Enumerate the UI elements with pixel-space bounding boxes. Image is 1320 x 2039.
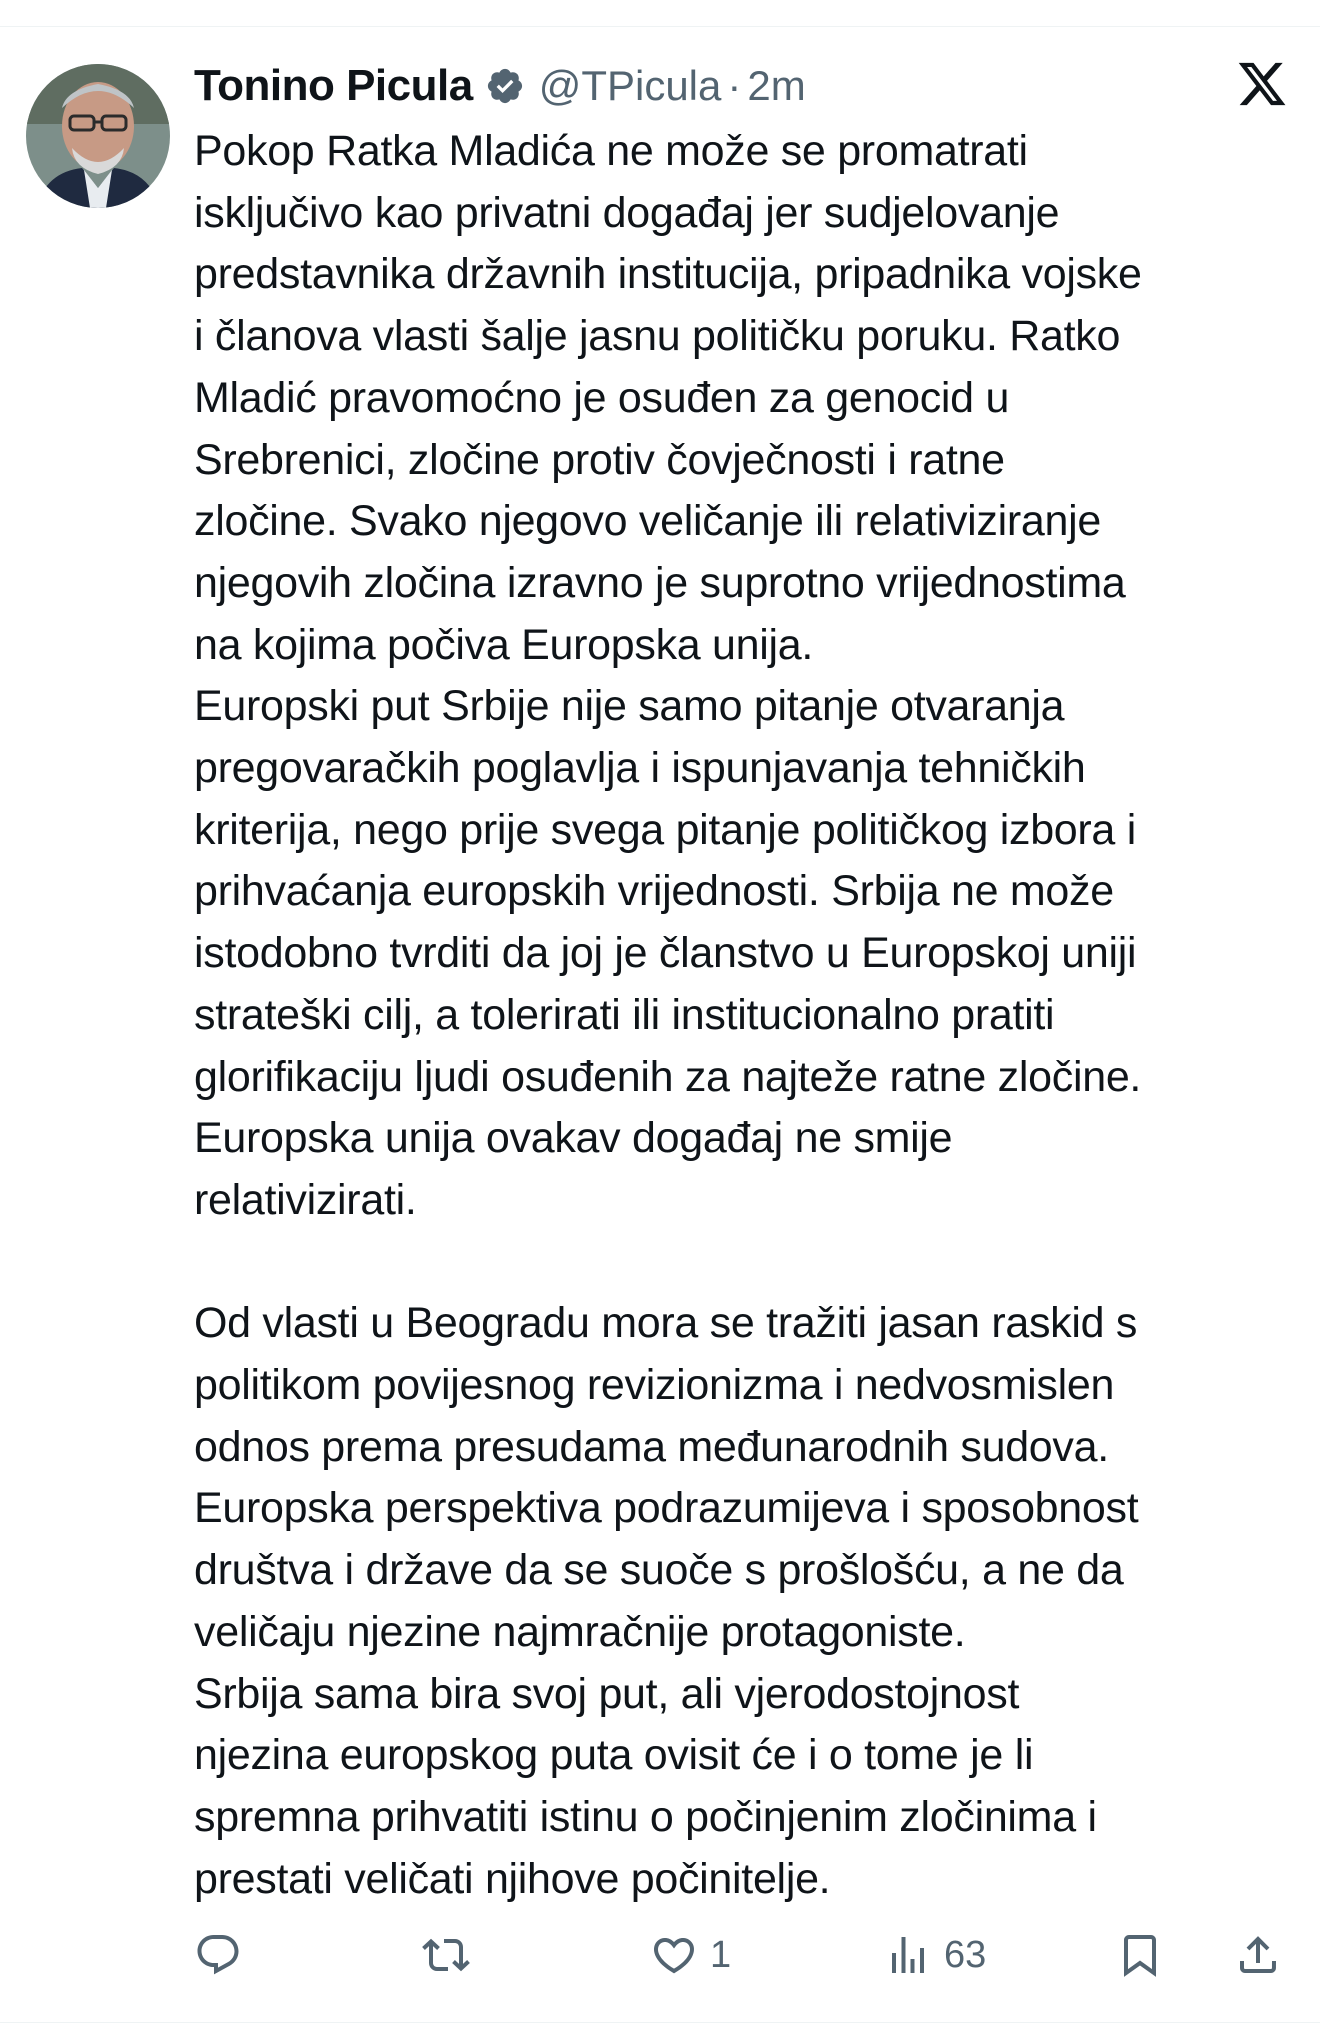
tweet-text-line: njegovih zločina izravno je suprotno vrijednostima (194, 558, 1126, 607)
tweet-text-line: predstavnika državnih institucija, pripadnika vojske (194, 250, 1142, 299)
tweet-text-line: relativizirati. (194, 1175, 417, 1224)
tweet-text-line: odnos prema presudama međunarodnih sudova. (194, 1422, 1109, 1471)
share-button[interactable] (1234, 1925, 1282, 1985)
tweet-text-line: istodobno tvrditi da joj je članstvo u Europskoj uniji (194, 929, 1137, 978)
heart-icon (650, 1931, 698, 1979)
tweet-text-line: Srbija sama bira svoj put, ali vjerodostojnost (194, 1669, 1020, 1718)
tweet-text-line: pregovaračkih poglavlja i ispunjavanja tehničkih (194, 744, 1086, 793)
tweet-text-line: prestati veličati njihove počinitelje. (194, 1854, 831, 1903)
tweet-text-line: spremna prihvatiti istinu o počinjenim zločinima i (194, 1792, 1097, 1841)
bookmark-button[interactable] (1116, 1925, 1164, 1985)
tweet-text-line: prihvaćanja europskih vrijednosti. Srbija ne može (194, 867, 1114, 916)
tweet-text-line: Od vlasti u Beogradu mora se tražiti jasan raskid s (194, 1299, 1138, 1348)
x-logo-icon (1236, 58, 1288, 110)
views-button[interactable] (884, 1925, 986, 1985)
tweet-text-line: i članova vlasti šalje jasnu političku poruku. Ratko (194, 312, 1121, 361)
tweet-text-line: Europska perspektiva podrazumijeva i sposobnost (194, 1484, 1139, 1533)
like-button[interactable] (650, 1925, 731, 1985)
tweet-text (194, 121, 1304, 1910)
bookmark-icon (1116, 1931, 1164, 1979)
views-count: 63 (944, 1933, 987, 1976)
retweet-button[interactable] (422, 1925, 470, 1985)
tweet-text-line: društva i države da se suoče s prošlošću, a ne da (194, 1546, 1124, 1595)
tweet-actions (194, 1925, 1304, 1985)
verified-badge-icon (485, 66, 525, 106)
tweet-text-line: Europski put Srbije nije samo pitanje otvaranja (194, 682, 1065, 731)
avatar[interactable] (26, 64, 170, 208)
reply-button[interactable] (194, 1925, 242, 1985)
bottom-divider (0, 2022, 1320, 2039)
tweet-text-line: njezina europskog puta ovisit će i o tome je li (194, 1731, 1034, 1780)
tweet-text-line: Mladić pravomoćno je osuđen za genocid u (194, 373, 1010, 422)
share-icon (1234, 1931, 1282, 1979)
display-name[interactable]: Tonino Picula (194, 61, 473, 110)
tweet-text-line: veličaju njezine najmračnije protagoniste. (194, 1607, 966, 1656)
timestamp[interactable]: 2m (747, 62, 806, 109)
tweet-header (194, 56, 806, 116)
tweet-text-line: kriterija, nego prije svega pitanje političkog izbora i (194, 805, 1136, 854)
views-icon (884, 1931, 932, 1979)
tweet-text-line: politikom povijesnog revizionizma i nedvosmislen (194, 1361, 1115, 1410)
tweet-text-line: strateški cilj, a tolerirati ili institucionalno pratiti (194, 990, 1055, 1039)
tweet-text-line: glorifikaciju ljudi osuđenih za najteže ratne zločine. (194, 1052, 1142, 1101)
reply-icon (194, 1931, 242, 1979)
tweet-text-line: Europska unija ovakav događaj ne smije (194, 1114, 953, 1163)
paragraph-spacer (194, 1232, 1304, 1294)
user-handle[interactable]: @TPicula (538, 62, 722, 109)
like-count: 1 (710, 1933, 732, 1976)
tweet-text-line: Pokop Ratka Mladića ne može se promatrati (194, 127, 1028, 175)
retweet-icon (422, 1931, 470, 1979)
avatar-photo (26, 64, 170, 208)
tweet-text-line: isključivo kao privatni događaj jer sudjelovanje (194, 188, 1060, 237)
tweet-text-line: zločine. Svako njegovo veličanje ili relativiziranje (194, 497, 1101, 546)
meta-separator: · (727, 62, 742, 109)
top-divider (0, 0, 1320, 27)
tweet-text-line: na kojima počiva Europska unija. (194, 620, 814, 669)
tweet-text-line: Srebrenici, zločine protiv čovječnosti i ratne (194, 435, 1005, 484)
